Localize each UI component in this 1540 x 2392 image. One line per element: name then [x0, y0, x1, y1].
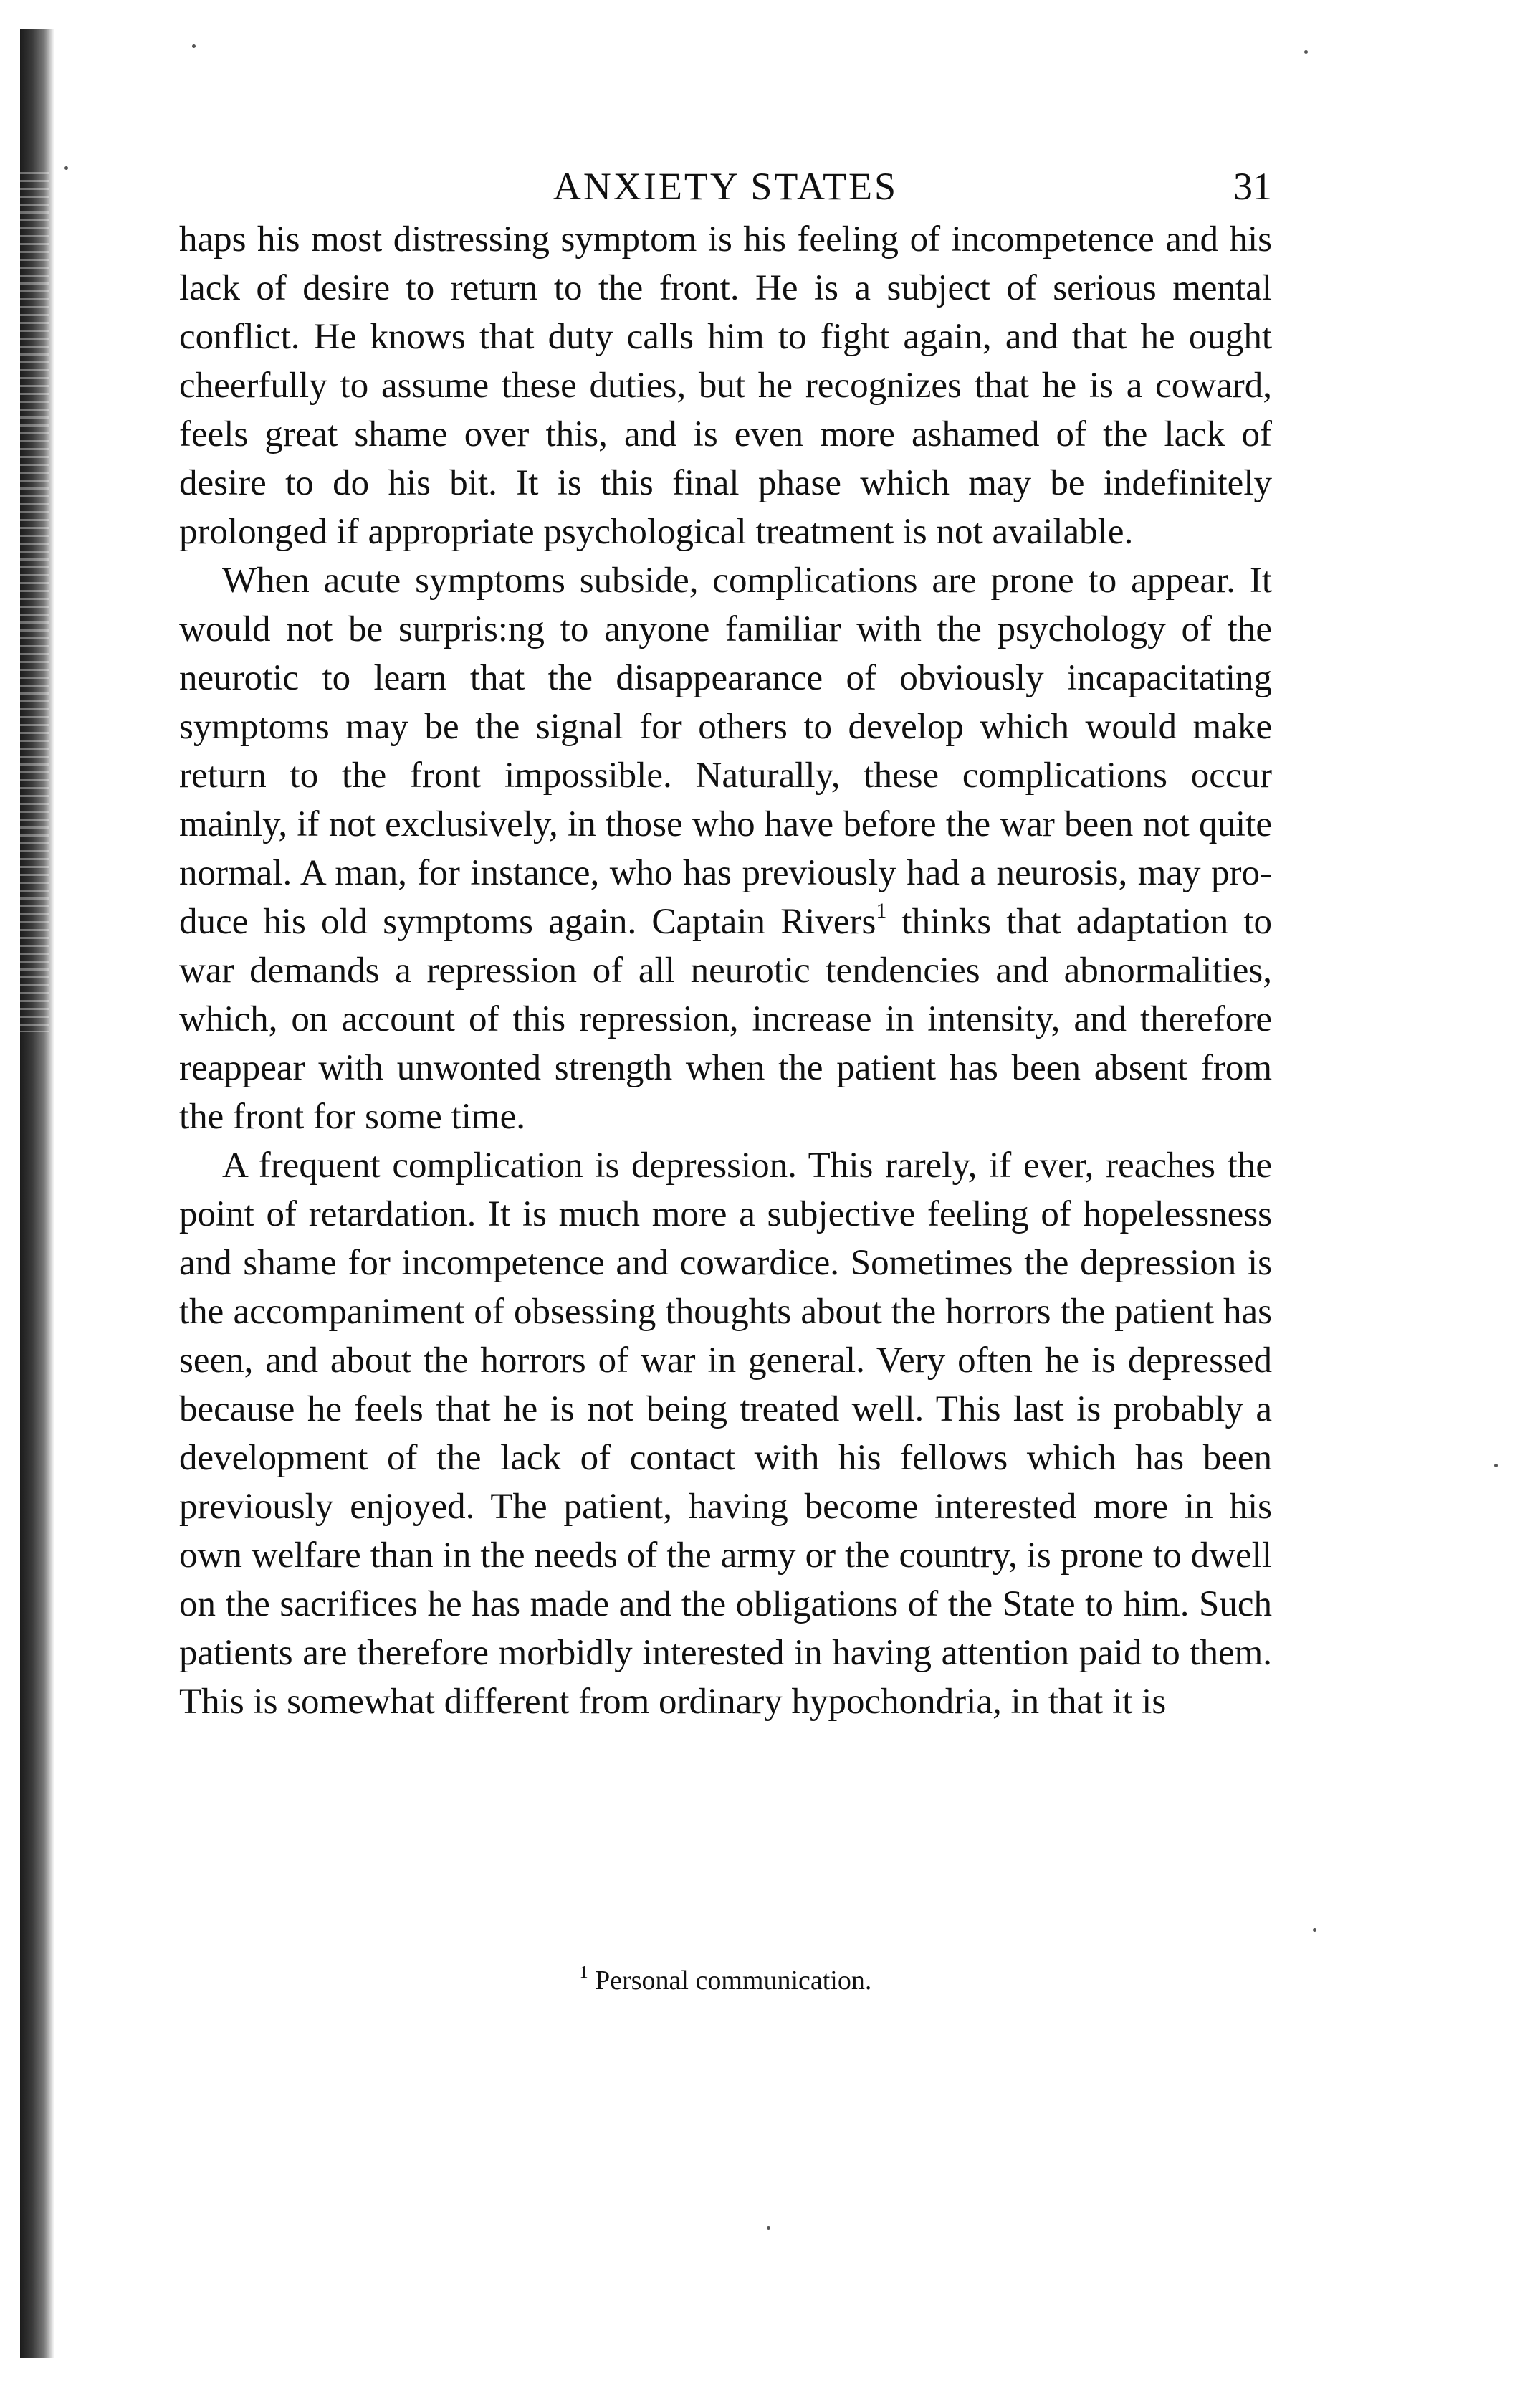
scan-speck	[192, 44, 196, 48]
page-binding-edge	[20, 29, 54, 2358]
footnote	[179, 1960, 1272, 2001]
paragraph-2	[179, 556, 1272, 1141]
footnote-reference: 1	[876, 899, 887, 923]
paragraph-2-text: When acute symptoms subside, complications are prone to appear. It would not be surpris:ng to anyone familiar with the psychology of the neurotic to learn that the disappearance of obviously incapacitating symptoms may be the signal for others to develop which would make return to the front impossible. Naturally, these complications occur mainly, if not exclusively, in those who have before the war been not quite normal. A man, for instance, who has previously had a neurosis, may produce his old symptoms again. Captain Rivers	[179, 561, 1272, 942]
scan-speck	[1313, 1928, 1316, 1932]
scan-speck	[64, 166, 68, 170]
running-head	[179, 161, 1272, 211]
scan-speck	[1304, 50, 1308, 54]
scan-speck	[767, 2226, 770, 2230]
footnote-marker: 1	[579, 1963, 588, 1982]
footnote-text: Personal communication.	[588, 1965, 872, 1996]
paragraph-3: A frequent complication is depression. This rarely, if ever, reaches the point of retardation. It is much more a subjective feeling of hopelessness and shame for incompetence and cowardice. Sometimes the depression is the accompaniment of obsessing thoughts about the horrors the patient has seen, and about the horrors of war in general. Very often he is depressed because he feels that he is not being treated well. This last is probably a development of the lack of contact with his fellows which has been previously enjoyed. The patient, having become interested more in his own welfare than in the needs of the army or the country, is prone to dwell on the sacrifices he has made and the obligations of the State to him. Such patients are therefore morbidly interested in having attention paid to them. This is somewhat different from ordinary hypochondria, in that it is	[179, 1145, 1272, 1722]
paragraph-2-continuation: thinks that adaptation to war demands a repression of all neurotic tendencies and abnormalities, which, on account of this repression, increase in intensity, and therefore reappear with unwonted strength when the patient has been absent from the front for some time.	[179, 902, 1273, 1137]
scan-speck	[1494, 1464, 1498, 1467]
running-title: ANXIETY STATES	[553, 165, 899, 208]
body-text	[179, 215, 1272, 1726]
page-number: 31	[1233, 165, 1272, 208]
paragraph-1: haps his most distressing symptom is his feeling of incompetence and his lack of desire to return to the front. He is a subject of serious mental conflict. He knows that duty calls him to fight again, and that he ought cheerfully to assume these duties, but he recognizes that he is a coward, feels great shame over this, and is even more ashamed of the lack of desire to do his bit. It is this final phase which may be indefinitely prolonged if appropriate psychological treatment is not available.	[179, 219, 1272, 552]
